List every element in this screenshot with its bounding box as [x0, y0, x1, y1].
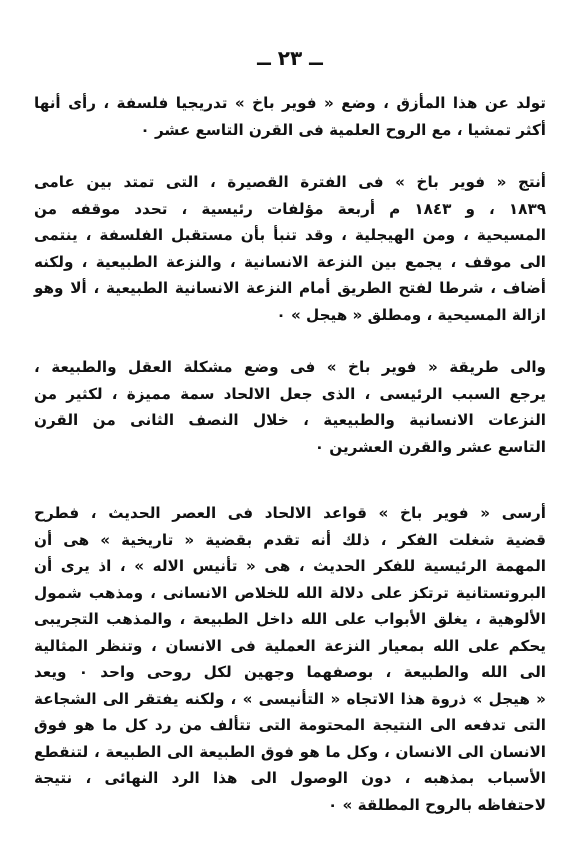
paragraph-2	[34, 169, 546, 328]
paragraph-1	[34, 90, 546, 143]
text-line: يرجع السبب الرئيسى ، الذى جعل الالحاد سمة مميزة ، لكثير من	[34, 384, 546, 403]
text-line: التى تدفعه الى النتيجة المحتومة التى تتألف من رد كل ما هو فوق	[34, 716, 546, 734]
page-number: ــ ٢٣ ــ	[257, 46, 323, 70]
text-line: الانسان الى الانسان ، وكل ما هو فوق الطبيعة الى الطبيعة ، لتنقطع	[34, 742, 546, 761]
paragraph-gap	[34, 328, 546, 354]
text-line: التاسع عشر والقرن العشرين ٠	[314, 437, 546, 456]
text-line: الأسباب بمذهبه ، دون الوصول الى هذا الرد النهائى ، نتيجة	[34, 769, 546, 787]
text-line: الى موقف ، يجمع بين النزعة الانسانية ، والنزعة الطبيعية ، ولكنه	[34, 252, 546, 271]
paragraph-3	[34, 354, 546, 460]
text-line: أرسى « فوير باخ » قواعد الالحاد فى العصر الحديث ، فطرح	[34, 504, 546, 522]
text-line: الى الله والطبيعة ، بوصفهما وجهين لكل روحى واحد ٠ ويعد	[34, 663, 546, 681]
text-line: تولد عن هذا المأزق ، وضع « فوير باخ » تدريجيا فلسفة ، رأى أنها	[34, 94, 546, 112]
text-line: والى طريقة « فوير باخ » فى وضع مشكلة العقل والطبيعة ،	[34, 358, 546, 376]
paragraph-4	[34, 500, 546, 818]
book-page	[34, 38, 546, 818]
text-line: ازالة المسيحية ، ومطلق « هيجل » ٠	[276, 305, 546, 324]
paragraph-gap	[34, 460, 546, 500]
text-line: النزعات الانسانية والطبيعية ، خلال النصف الثانى من القرن	[34, 411, 546, 429]
text-line: قضية شغلت الفكر ، ذلك أنه تقدم بقضية « تاريخية » هى أن	[34, 530, 546, 549]
paragraph-gap	[34, 143, 546, 169]
text-line: المسيحية ، ومن الهيجلية ، وقد تنبأ بأن مستقبل الفلسفة ، ينتمى	[34, 226, 546, 244]
text-line: يحكم على الله بمعيار النزعة العملية فى الانسان ، وتنظر المثالية	[34, 636, 546, 655]
text-line: الألوهية ، يغلق الأبواب على الله داخل الطبيعة ، والمذهب التجريبى	[34, 610, 546, 628]
text-line: المهمة الرئيسية للفكر الحديث ، هى « تأنيس الاله » ، اذ يرى أن	[34, 557, 546, 575]
text-line: لاحتفاظه بالروح المطلقة » ٠	[327, 795, 546, 814]
text-line: أنتج « فوير باخ » فى الفترة القصيرة ، التى تمتد بين عامى	[34, 173, 546, 191]
text-line: « هيجل » ذروة هذا الاتجاه « التأنيسى » ، ولكنه يفتقر الى الشجاعة	[34, 689, 546, 708]
text-line: البروتستانية ترتكز على دلالة الله للخلاص الانسانى ، ومذهب شمول	[34, 583, 546, 602]
text-line: ١٨٣٩ ، و ١٨٤٣ م أربعة مؤلفات رئيسية ، تحدد موقفه من	[34, 199, 546, 218]
text-line: أكثر تمشيا ، مع الروح العلمية فى القرن التاسع عشر ٠	[140, 120, 546, 139]
text-line: أضاف ، شرطا لفتح الطريق أمام النزعة الانسانية الطبيعية ، ألا وهو	[34, 279, 546, 297]
